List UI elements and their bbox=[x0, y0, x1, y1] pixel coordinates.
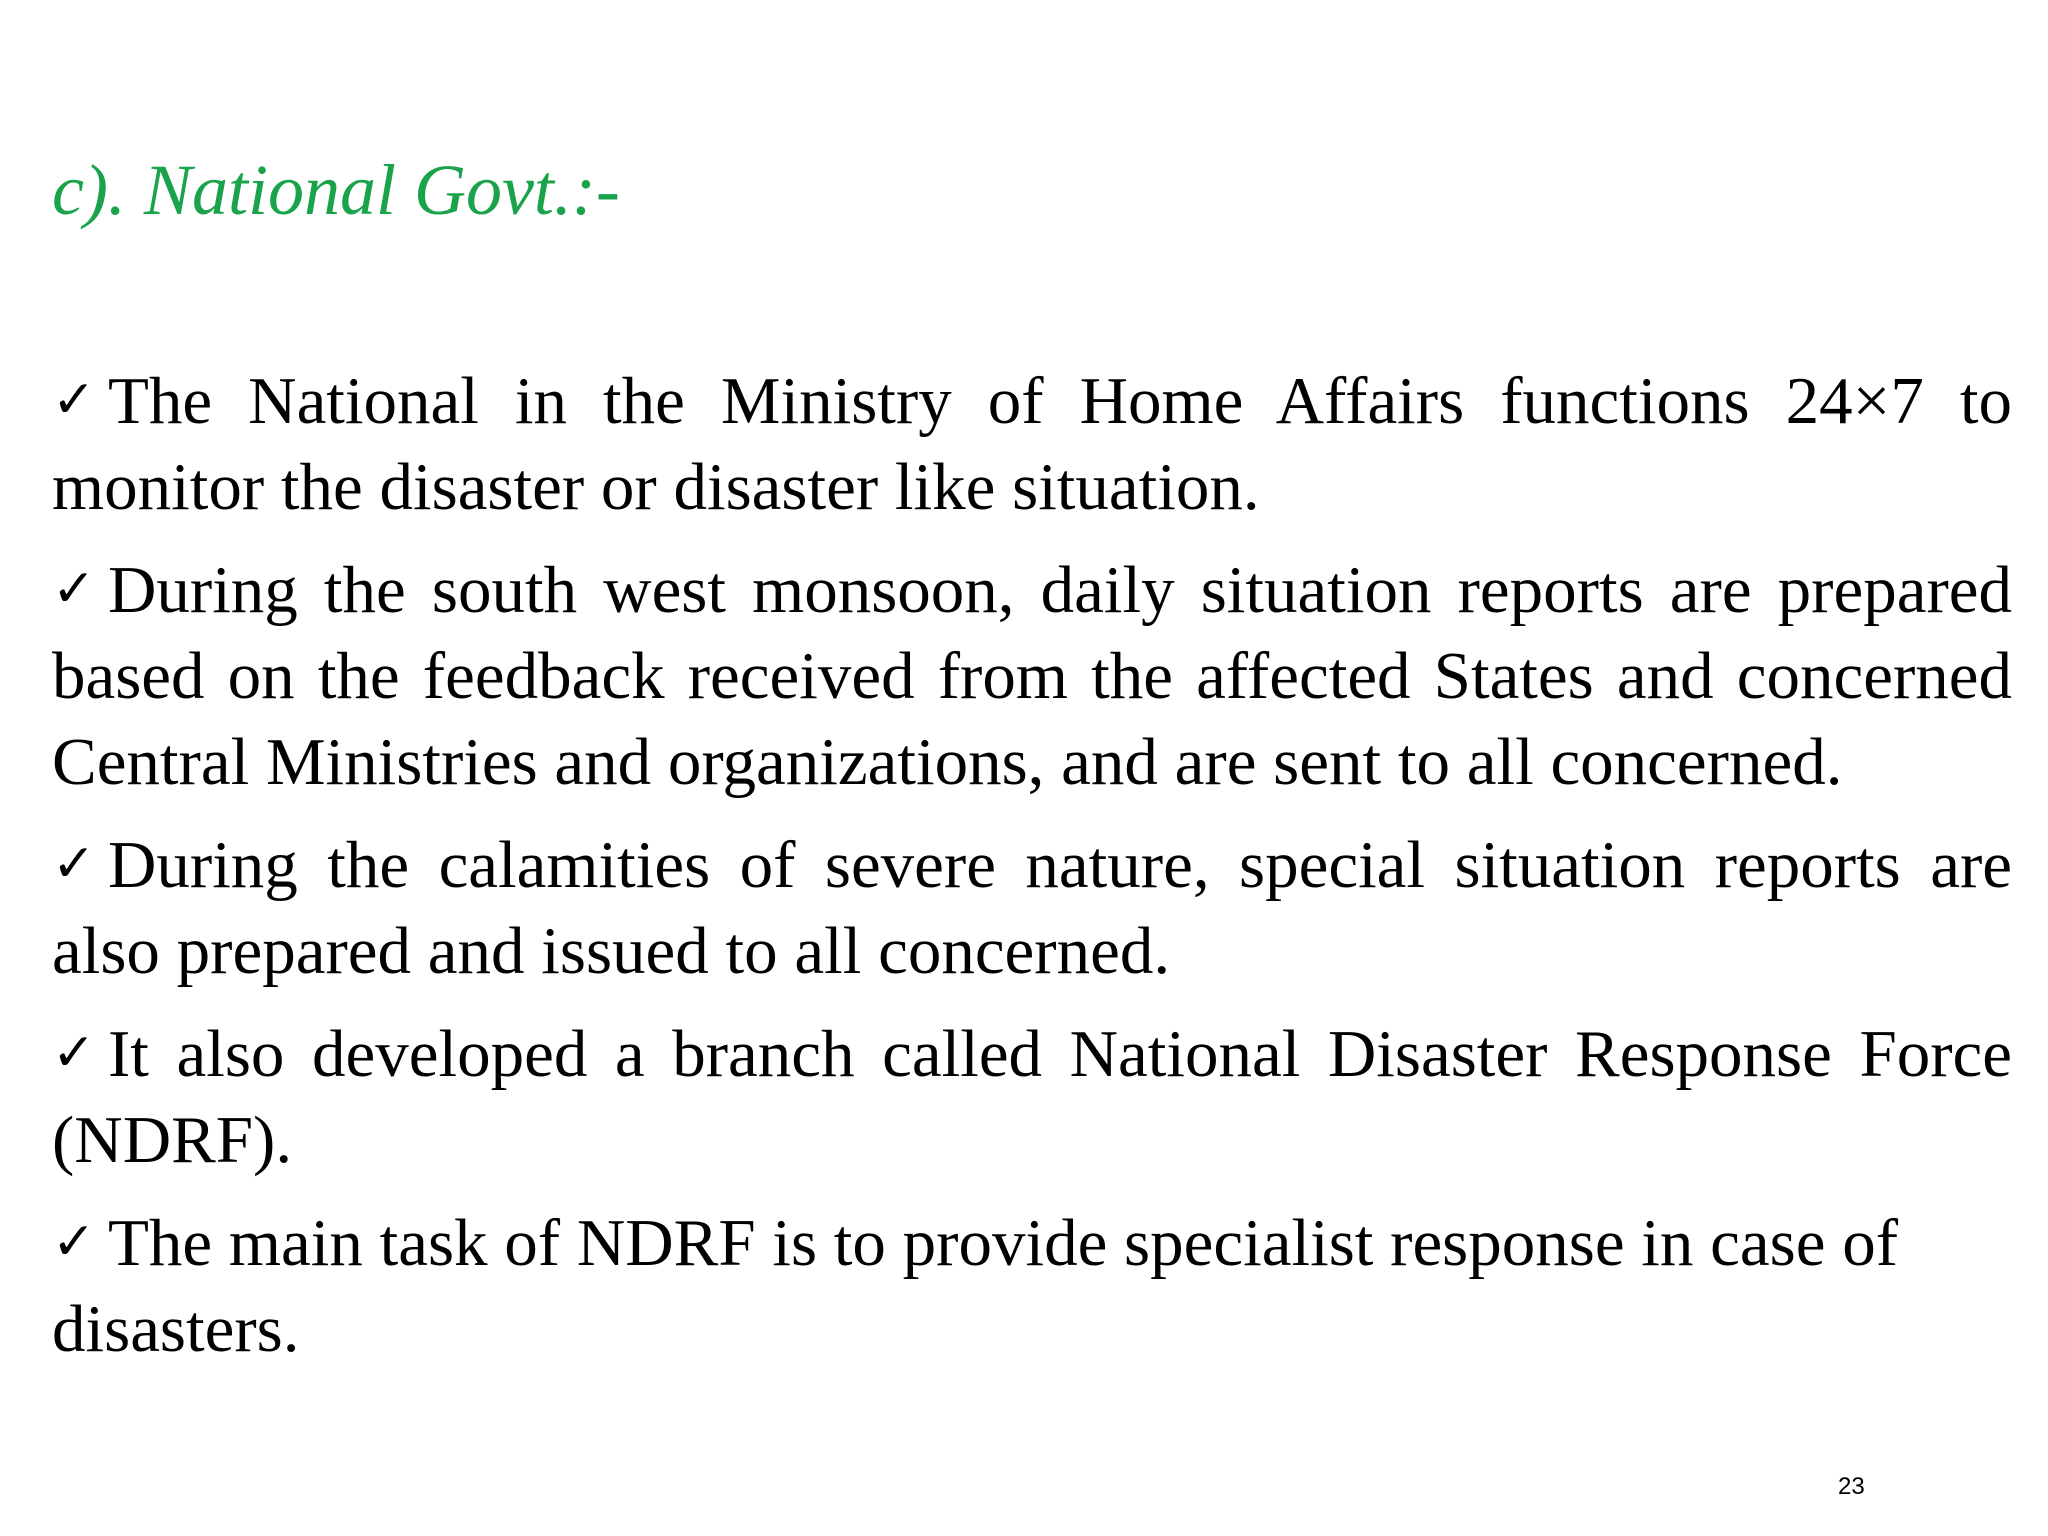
bullet-item bbox=[52, 821, 2012, 994]
bullet-text: The National in the Ministry of Home Affairs functions 24×7 to monitor the disaster or disaster like situation. bbox=[52, 364, 2012, 524]
check-mark-icon: ✓ bbox=[52, 834, 96, 894]
check-mark-icon: ✓ bbox=[52, 559, 96, 619]
bullet-item bbox=[52, 1199, 2012, 1372]
bullet-text: During the calamities of severe nature, special situation reports are also prepared and issued to all concerned. bbox=[52, 828, 2012, 988]
bullet-text: The main task of NDRF is to provide specialist response in case of disasters. bbox=[52, 1206, 1899, 1366]
check-mark-icon: ✓ bbox=[52, 1023, 96, 1083]
bullet-text: During the south west monsoon, daily situation reports are prepared based on the feedback received from the affected States and concerned Central Ministries and organizations, and are sent to all concerned. bbox=[52, 553, 2012, 799]
bullet-item bbox=[52, 546, 2012, 805]
bullet-item bbox=[52, 1010, 2012, 1183]
slide-heading: c). National Govt.:- bbox=[52, 150, 620, 230]
page-number: 23 bbox=[1838, 1473, 1865, 1500]
check-mark-icon: ✓ bbox=[52, 1212, 96, 1272]
bullet-text: It also developed a branch called National Disaster Response Force (NDRF). bbox=[52, 1017, 2012, 1177]
bullet-item bbox=[52, 357, 2012, 530]
bullet-list bbox=[52, 357, 2012, 1372]
check-mark-icon: ✓ bbox=[52, 370, 96, 430]
